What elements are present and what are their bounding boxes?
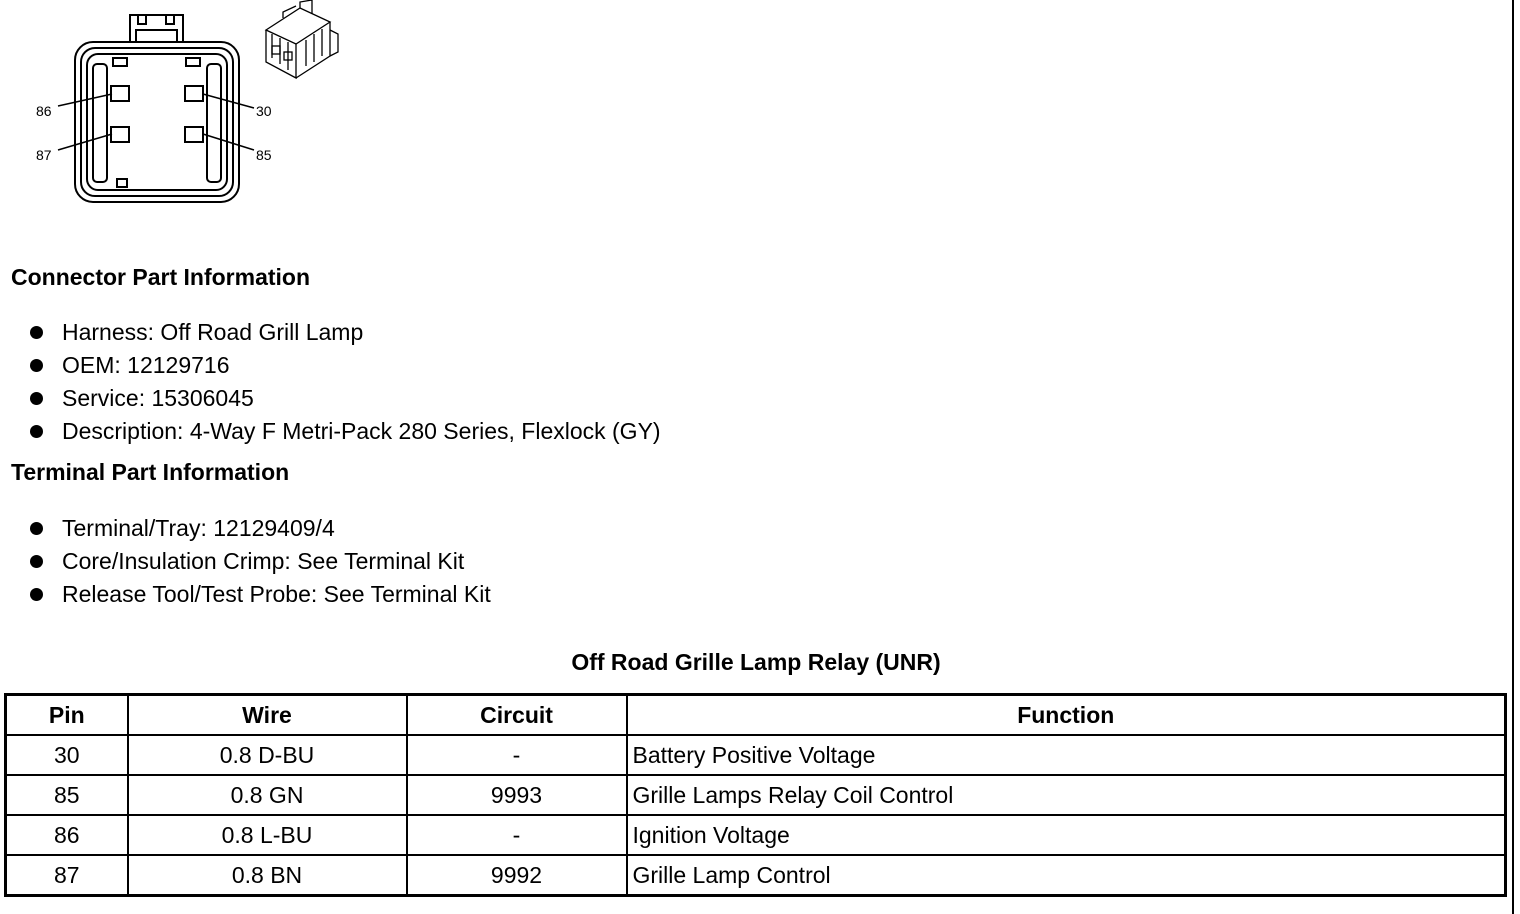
list-item [0,349,661,382]
terminal-info-heading: Terminal Part Information [11,459,290,485]
table-title: Off Road Grille Lamp Relay (UNR) [571,649,941,675]
cell-wire: 0.8 GN [128,775,407,815]
list-item [0,578,491,611]
cell-pin: 87 [6,855,128,896]
list-item-text: Description: 4-Way F Metri-Pack 280 Series, Flexlock (GY) [62,418,661,444]
list-item [0,415,661,448]
list-item-text: Service: 15306045 [62,385,254,411]
cell-function: Battery Positive Voltage [627,735,1506,775]
table-row [6,775,1506,815]
bullet-icon [30,555,43,568]
bullet-icon [30,425,43,438]
list-item [0,316,661,349]
table-row [6,855,1506,896]
list-item-text: Harness: Off Road Grill Lamp [62,319,364,345]
cell-wire: 0.8 D-BU [128,735,407,775]
column-header-function: Function [627,695,1506,736]
connector-info-heading: Connector Part Information [11,264,311,290]
cell-circuit: - [407,815,627,855]
connector-face [75,15,239,202]
cell-wire: 0.8 BN [128,855,407,896]
pin-label-86: 86 [36,103,52,119]
cell-pin: 86 [6,815,128,855]
pin-label-85: 85 [256,147,272,163]
terminal-info-list [0,512,491,611]
cell-circuit: 9992 [407,855,627,896]
bullet-icon [30,392,43,405]
column-header-circuit: Circuit [407,695,627,736]
column-header-pin: Pin [6,695,128,736]
table-row [6,735,1506,775]
connector-isometric-view [266,0,338,78]
cell-function: Grille Lamp Control [627,855,1506,896]
list-item-text: OEM: 12129716 [62,352,230,378]
page-right-rule [1512,0,1514,914]
cell-pin: 30 [6,735,128,775]
list-item [0,382,661,415]
pinout-table [4,693,1507,897]
bullet-icon [30,522,43,535]
bullet-icon [30,359,43,372]
column-header-wire: Wire [128,695,407,736]
cell-circuit: 9993 [407,775,627,815]
list-item-text: Release Tool/Test Probe: See Terminal Kit [62,581,491,607]
bullet-icon [30,588,43,601]
list-item [0,545,491,578]
cell-circuit: - [407,735,627,775]
cell-function: Ignition Voltage [627,815,1506,855]
table-row [6,815,1506,855]
list-item-text: Terminal/Tray: 12129409/4 [62,515,335,541]
pin-label-30: 30 [256,103,272,119]
cell-wire: 0.8 L-BU [128,815,407,855]
list-item [0,512,491,545]
connector-info-list [0,316,661,448]
cell-function: Grille Lamps Relay Coil Control [627,775,1506,815]
list-item-text: Core/Insulation Crimp: See Terminal Kit [62,548,465,574]
connector-diagram [0,0,360,215]
bullet-icon [30,326,43,339]
cell-pin: 85 [6,775,128,815]
table-header-row [6,695,1506,736]
pin-label-87: 87 [36,147,52,163]
